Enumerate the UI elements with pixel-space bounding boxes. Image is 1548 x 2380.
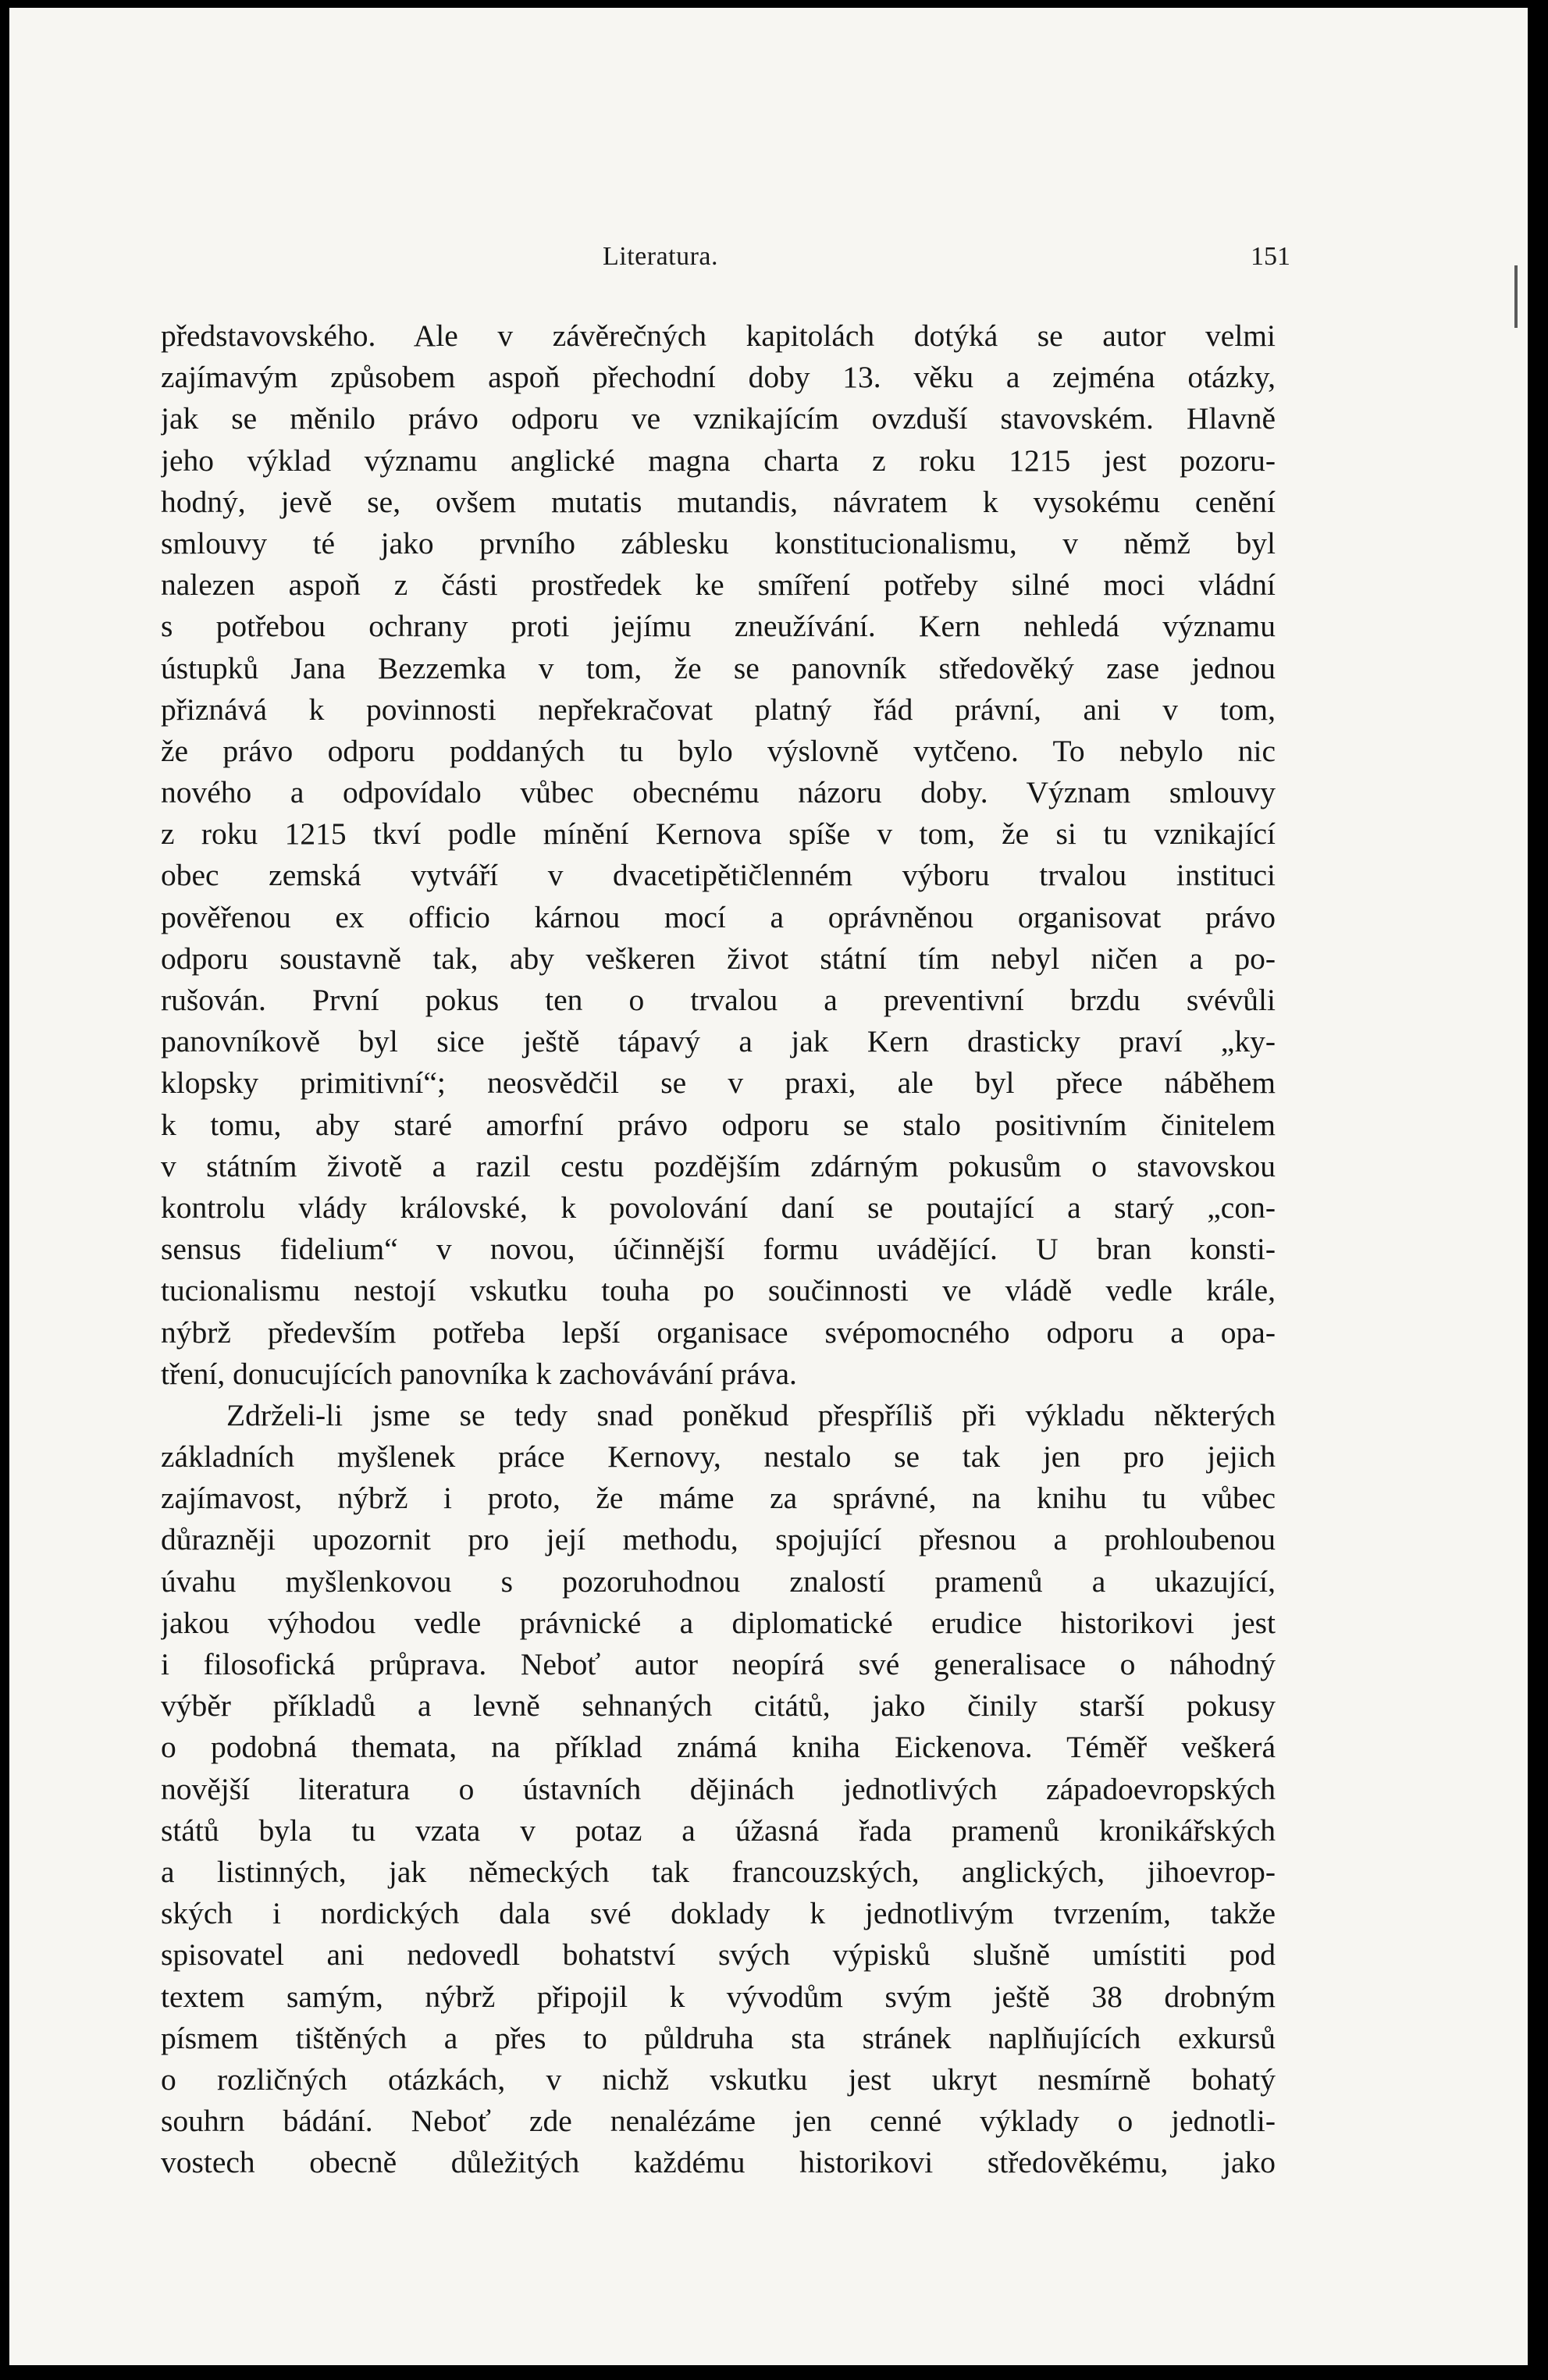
text-line: ústupků Jana Bezzemka v tom, že se panovník středověký zase jednou [161,650,1276,685]
text-line: představovského. Ale v závěrečných kapitolách dotýká se autor velmi [161,318,1276,353]
text-line: států byla tu vzata v potaz a úžasná řada pramenů kronikářských [161,1813,1276,1848]
text-line: pověřenou ex officio kárnou mocí a oprávněnou organisovat právo [161,899,1276,934]
document-page [9,8,1528,2365]
text-line: zajímavost, nýbrž i proto, že máme za správné, na knihu tu vůbec [161,1481,1276,1516]
text-line: důrazněji upozornit pro její methodu, spojující přesnou a prohloubenou [161,1522,1276,1557]
text-line: tucionalismu nestojí vskutku touha po součinnosti ve vládě vedle krále, [161,1273,1276,1308]
text-line: v státním životě a razil cestu pozdějším zdárným pokusům o stavovskou [161,1148,1276,1183]
text-line: písmem tištěných a přes to půldruha sta stránek naplňujících exkursů [161,2020,1276,2055]
text-line: textem samým, nýbrž připojil k vývodům svým ještě 38 drobným [161,1979,1276,2014]
text-line: ských i nordických dala své doklady k jednotlivým tvrzením, takže [161,1896,1276,1931]
text-line: sensus fidelium“ v novou, účinnější formu uvádějící. U bran konsti- [161,1232,1276,1267]
text-line: k tomu, aby staré amorfní právo odporu se stalo positivním činitelem [161,1107,1276,1142]
text-line: jeho výklad významu anglické magna charta z roku 1215 jest pozoru- [161,443,1276,478]
text-line: Zdrželi-li jsme se tedy snad poněkud přespříliš při výkladu některých [226,1397,1276,1432]
text-line: s potřebou ochrany proti jejímu zneužívání. Kern nehledá významu [161,609,1276,644]
text-line: souhrn bádání. Neboť zde nenalézáme jen cenné výklady o jednotli- [161,2104,1276,2139]
text-line: nalezen aspoň z části prostředek ke smíření potřeby silné moci vládní [161,567,1276,603]
text-line: smlouvy té jako prvního záblesku konstitucionalismu, v němž byl [161,525,1276,560]
text-line: nového a odpovídalo vůbec obecnému názoru doby. Význam smlouvy [161,775,1276,810]
text-line: odporu soustavně tak, aby veškeren život státní tím nebyl ničen a po- [161,941,1276,976]
text-line: jakou výhodou vedle právnické a diplomatické erudice historikovi jest [161,1605,1276,1640]
text-line: spisovatel ani nedovedl bohatství svých výpisků slušně umístiti pod [161,1937,1276,1973]
paragraph [161,315,1276,1395]
text-line: o rozličných otázkách, v nichž vskutku jest ukryt nesmírně bohatý [161,2062,1276,2097]
page-number: 151 [1251,242,1290,271]
text-line: a listinných, jak německých tak francouzských, anglických, jihoevrop- [161,1854,1276,1889]
body-text [161,315,1276,2183]
running-header [9,242,1528,281]
text-line: i filosofická průprava. Neboť autor neopírá své generalisace o náhodný [161,1647,1276,1681]
text-line: že právo odporu poddaných tu bylo výslovně vytčeno. To nebylo nic [161,733,1276,768]
text-line: úvahu myšlenkovou s pozoruhodnou znalostí pramenů a ukazující, [161,1564,1276,1599]
text-line: obec zemská vytváří v dvacetipětičlenném výboru trvalou instituci [161,858,1276,893]
text-line: rušován. První pokus ten o trvalou a preventivní brzdu svévůli [161,983,1276,1017]
text-line: kontrolu vlády královské, k povolování daní se poutající a starý „con- [161,1190,1276,1225]
text-line: novější literatura o ústavních dějinách jednotlivých západoevropských [161,1771,1276,1806]
text-line: výběr příkladů a levně sehnaných citátů, jako činily starší pokusy [161,1688,1276,1724]
text-line: nýbrž především potřeba lepší organisace svépomocného odporu a opa- [161,1315,1276,1350]
text-line: jak se měnilo právo odporu ve vznikajícím ovzduší stavovském. Hlavně [161,401,1276,436]
text-line: hodný, jevě se, ovšem mutatis mutandis, návratem k vysokému cenění [161,484,1276,519]
text-line: tření, donucujících panovníka k zachovávání práva. [161,1356,797,1391]
text-line: klopsky primitivní“; neosvědčil se v praxi, ale byl přece náběhem [161,1065,1276,1101]
text-line: z roku 1215 tkví podle mínění Kernova spíše v tom, že si tu vznikající [161,816,1276,852]
text-line: zajímavým způsobem aspoň přechodní doby 13. věku a zejména otázky, [161,360,1276,395]
paragraph [161,1395,1276,2184]
text-line: o podobná themata, na příklad známá kniha Eickenova. Téměř veškerá [161,1730,1276,1765]
text-line: základních myšlenek práce Kernovy, nestalo se tak jen pro jejich [161,1439,1276,1475]
running-title: Literatura. [603,242,719,271]
text-line: panovníkově byl sice ještě tápavý a jak Kern drasticky praví „ky- [161,1024,1276,1059]
text-line: přiznává k povinnosti nepřekračovat platný řád právní, ani v tom, [161,692,1276,727]
text-line: vostech obecně důležitých každému historikovi středověkému, jako [161,2145,1276,2180]
